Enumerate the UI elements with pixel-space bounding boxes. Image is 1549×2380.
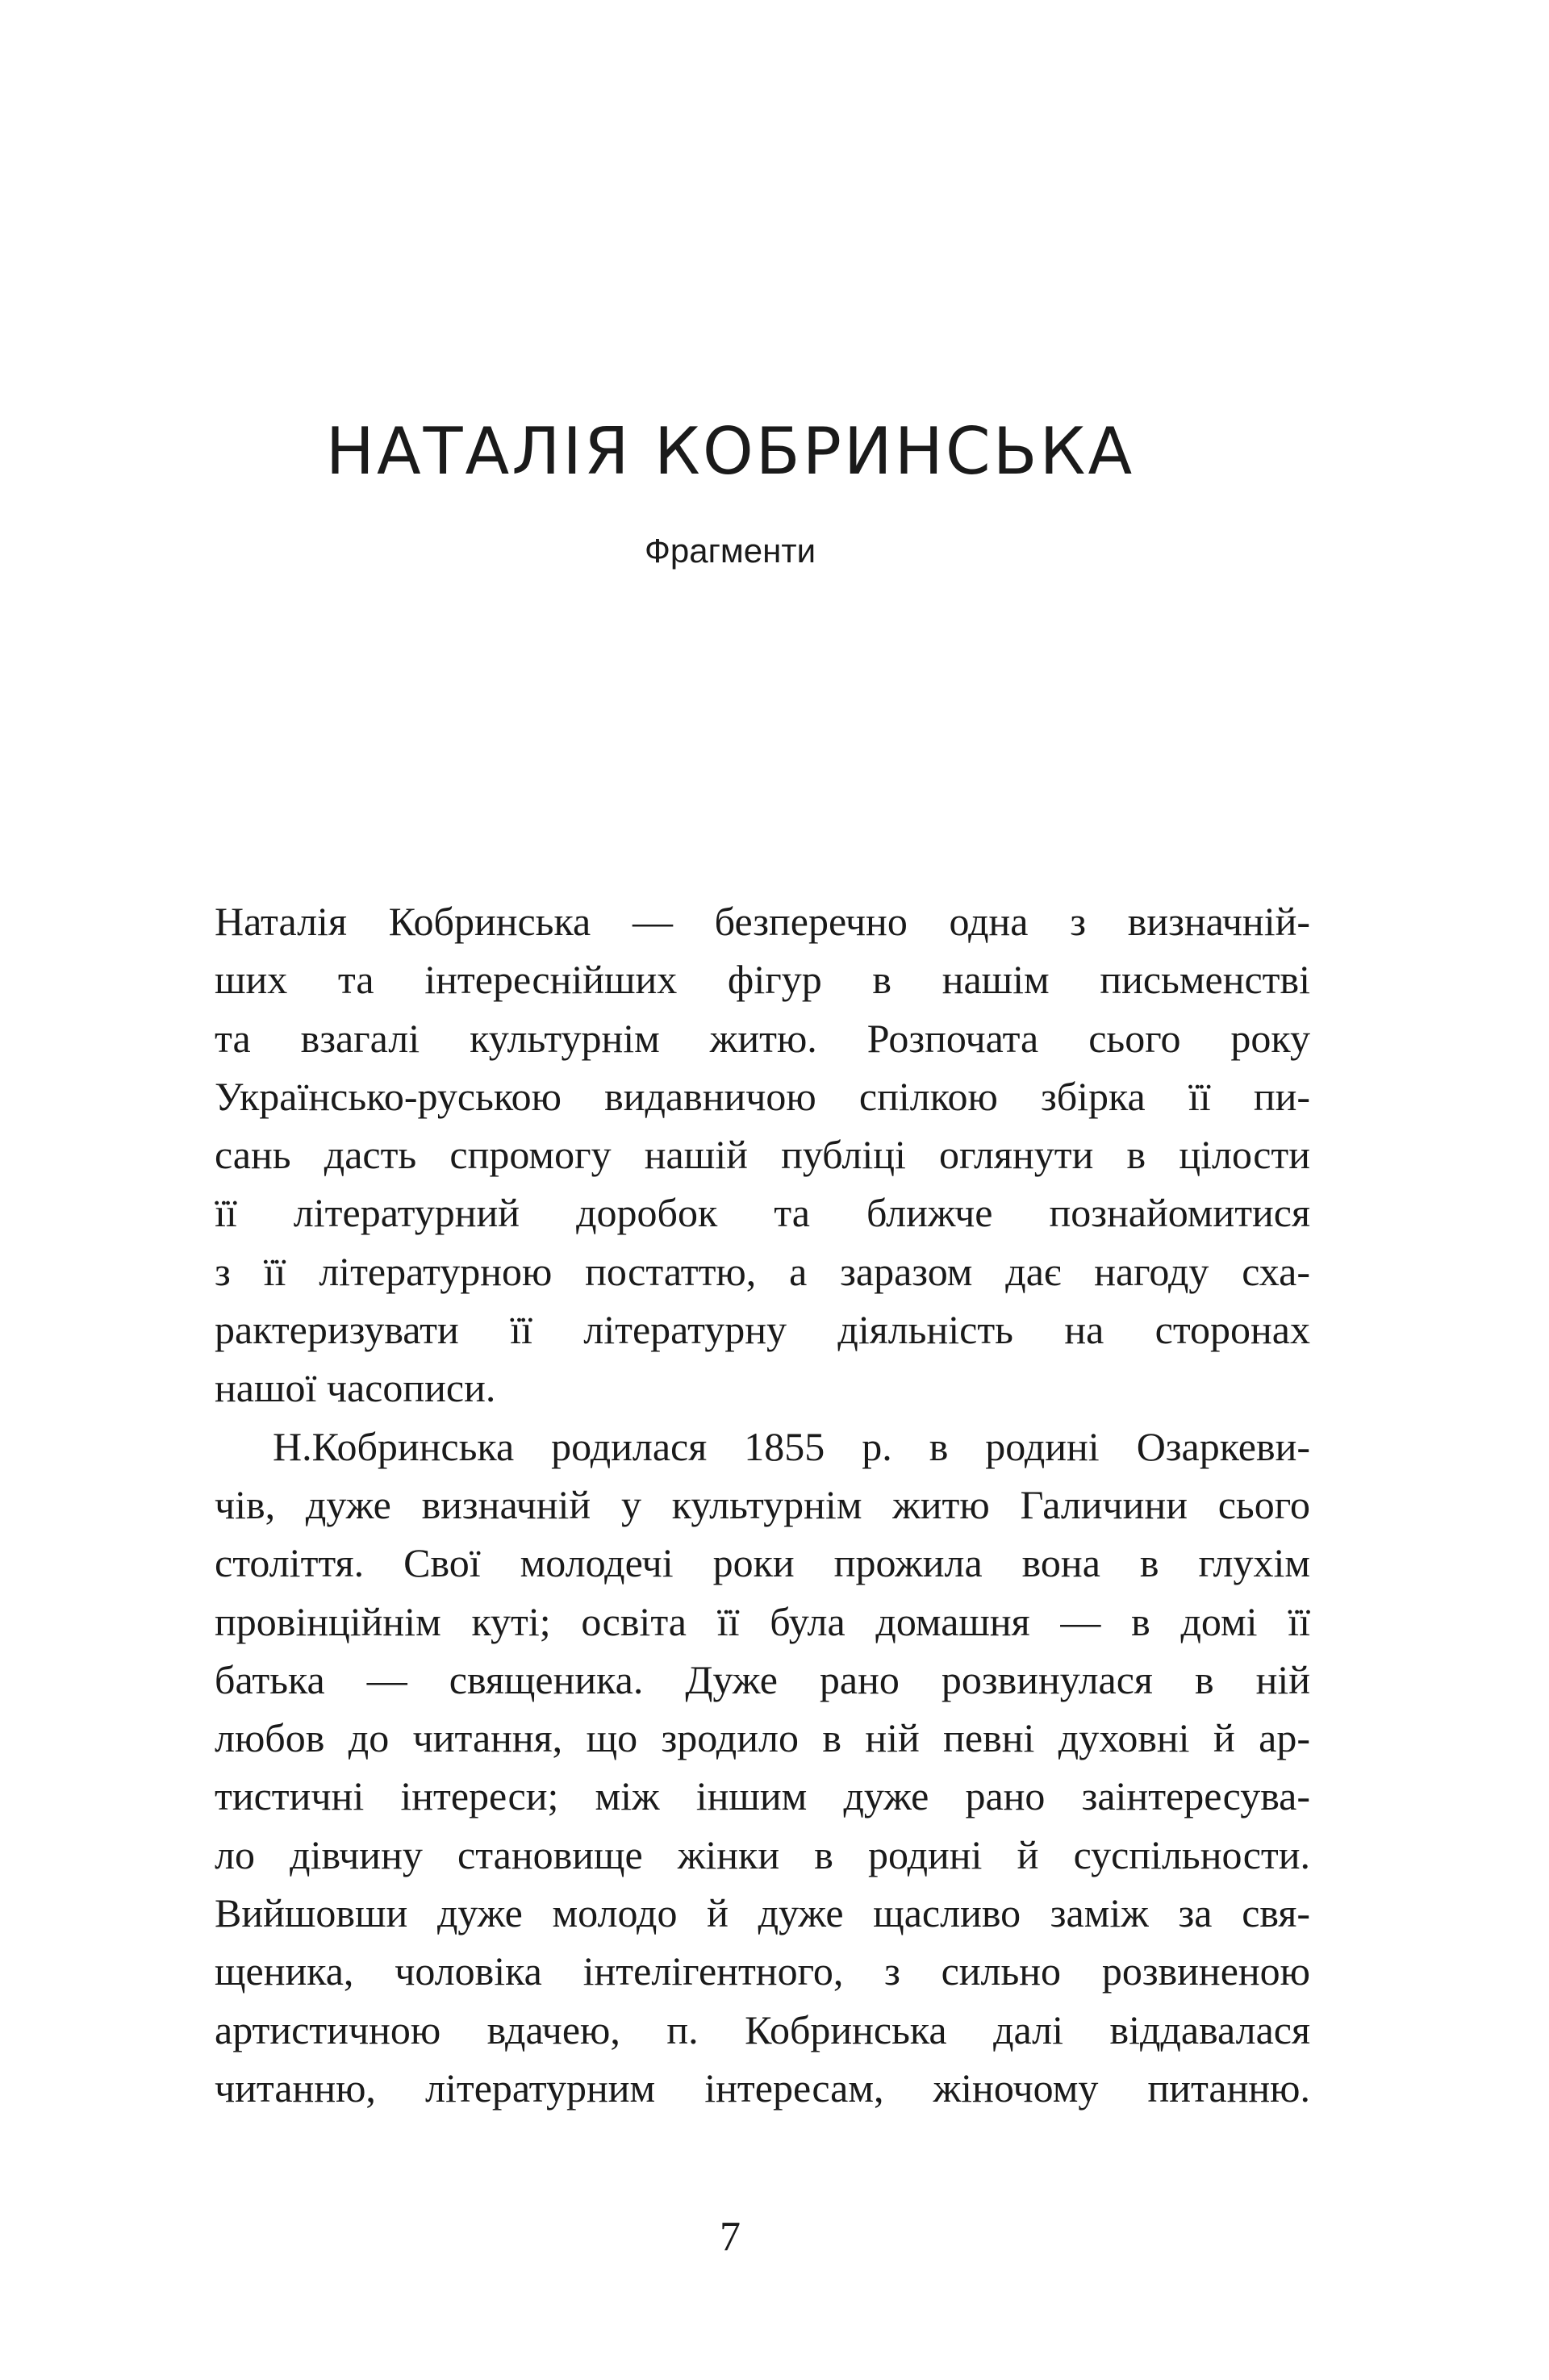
text-line: ших та інтереснійших фігур в нашім письменстві [215,957,1310,1003]
text-line: з її літературною постаттю, а заразом дає нагоду сха- [215,1248,1310,1294]
text-line: рактеризувати її літературну діяльність на сторонах [215,1307,1310,1353]
text-line: Н.Кобринська родилася 1855 р. в родині Озаркеви- [273,1423,1310,1469]
page-number: 7 [720,2214,741,2260]
text-line: батька — священика. Дуже рано розвинулася в ній [215,1656,1310,1702]
text-line: щеника, чоловіка інтелігентного, з сильно розвиненою [215,1948,1310,1994]
chapter-subtitle: Фрагменти [644,532,816,570]
text-line: Наталія Кобринська — безперечно одна з визначній- [215,899,1310,944]
text-line: артистичною вдачею, п. Кобринська далі віддавалася [215,2006,1310,2052]
text-line: та взагалі культурнім житю. Розпочата сього року [215,1015,1310,1061]
text-line: нашої часописи. [215,1365,496,1411]
text-line: її літературний доробок та ближче познайомитися [215,1190,1310,1236]
text-line: сань дасть спромогу нашій публіці оглянути в цілости [215,1132,1310,1178]
body-text [215,892,1310,2117]
text-line: Українсько-руською видавничою спілкою збірка її пи- [215,1073,1310,1119]
text-line: чів, дуже визначній у культурнім житю Галичини сього [215,1481,1310,1527]
paragraph-2 [215,1418,1310,2118]
text-line: читанню, літературним інтересам, жіночому питанню. [215,2065,1310,2111]
text-line: Вийшовши дуже молодо й дуже щасливо заміж за свя- [215,1890,1310,1936]
text-line: ло дівчину становище жінки в родині й суспільности. [215,1831,1310,1877]
chapter-title: НАТАЛІЯ КОБРИНСЬКА [325,414,1135,489]
text-line: любов до читання, що зродило в ній певні духовні й ар- [215,1715,1310,1761]
text-line: століття. Свої молодечі роки прожила вона в глухім [215,1540,1310,1586]
text-line: провінційнім куті; освіта її була домашня — в домі її [215,1598,1310,1644]
text-line: тистичні інтереси; між іншим дуже рано заінтересува- [215,1773,1310,1819]
paragraph-1 [215,892,1310,1418]
